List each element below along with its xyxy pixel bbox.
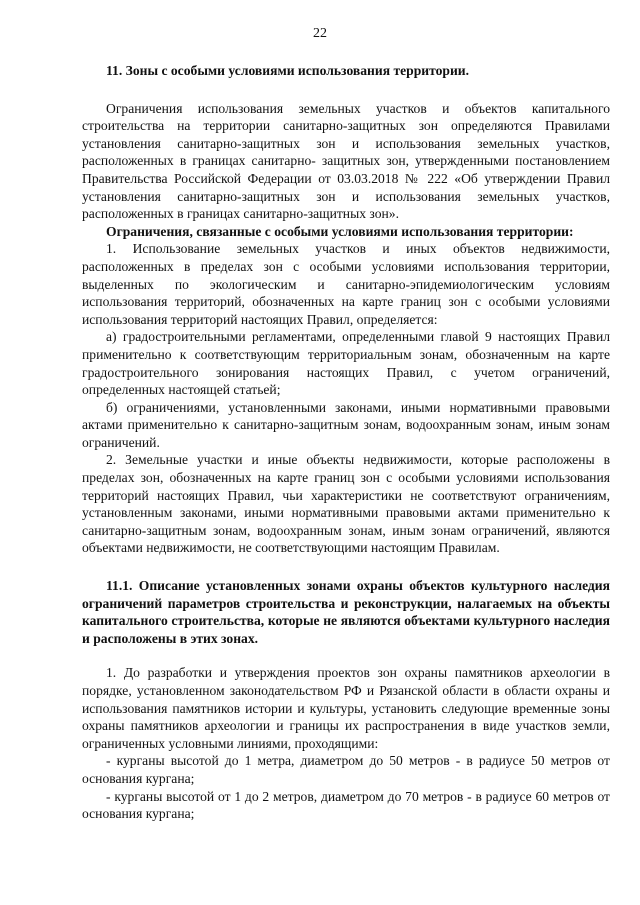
restrictions-heading: Ограничения, связанные с особыми условиями использования территории:	[106, 223, 574, 239]
document-body	[82, 62, 610, 823]
section-11-1-heading: 11.1. Описание установленных зонами охраны объектов культурного наследия ограничений параметров строительства и реконструкции, налагаемых на объекты капитального строительства, которые не являются объектами культурного наследия и расположены в этих зонах.	[82, 578, 610, 646]
spacer	[82, 557, 610, 577]
spacer	[82, 647, 610, 664]
spacer	[82, 80, 610, 100]
paragraph-1: 1. Использование земельных участков и иных объектов недвижимости, расположенных в пределах зон с особыми условиями использования территории, выделенных по экологическим и санитарно-эпидемиологическим условиям использования территорий, обозначенных на карте границ зон с особыми условиями использования территорий настоящих Правил, определяется:	[82, 241, 610, 327]
kurgan-rule-1: - курганы высотой до 1 метра, диаметром до 50 метров - в радиусе 50 метров от основания кургана;	[82, 753, 610, 786]
paragraph-1a: а) градостроительными регламентами, определенными главой 9 настоящих Правил применительно к соответствующим территориальным зонам, обозначенным на карте градостроительного зонирования настоящих Правил, с учетом ограничений, определенных настоящей статьей;	[82, 329, 610, 398]
kurgan-rule-2: - курганы высотой от 1 до 2 метров, диаметром до 70 метров - в радиусе 60 метров от основания кургана;	[82, 788, 610, 822]
section-11-1-paragraph-1: 1. До разработки и утверждения проектов зон охраны памятников археологии в порядке, установленном законодательством РФ и Рязанской области в области охраны и использования памятников истории и культуры, установить следующие временные зоны охраны памятников археологии и границы их распространения в виде участков земли, ограниченных условными линиями, проходящими:	[82, 665, 610, 751]
paragraph-2: 2. Земельные участки и иные объекты недвижимости, которые расположены в пределах зон, обозначенных на карте границ зон с особыми условиями использования территорий настоящих Правил, чьи характеристики не соответствуют ограничениям, установленным законами, иными нормативными правовыми актами применительно к санитарно-защитным зонам, водоохранным зонам, иным зонам ограничений, являются объектами недвижимости, не соответствующими настоящим Правилам.	[82, 452, 610, 556]
section-11-intro-paragraph: Ограничения использования земельных участков и объектов капитального строительства на территории санитарно-защитных зон определяются Правилами установления санитарно-защитных зон и использования земельных участков, расположенных в границах санитарно- защитных зон, утвержденными постановлением Правительства Российской Федерации от 03.03.2018 № 222 «Об утверждении Правил установления санитарно-защитных зон и использования земельных участков, расположенных в границах санитарно-защитных зон».	[82, 100, 610, 222]
section-11-heading: 11. Зоны с особыми условиями использования территории.	[106, 63, 470, 78]
paragraph-1b: б) ограничениями, установленными законами, иными нормативными правовыми актами применительно к санитарно-защитным зонам, водоохранным зонам, иным зонам ограничений.	[82, 399, 610, 450]
page-number: 22	[313, 26, 327, 41]
